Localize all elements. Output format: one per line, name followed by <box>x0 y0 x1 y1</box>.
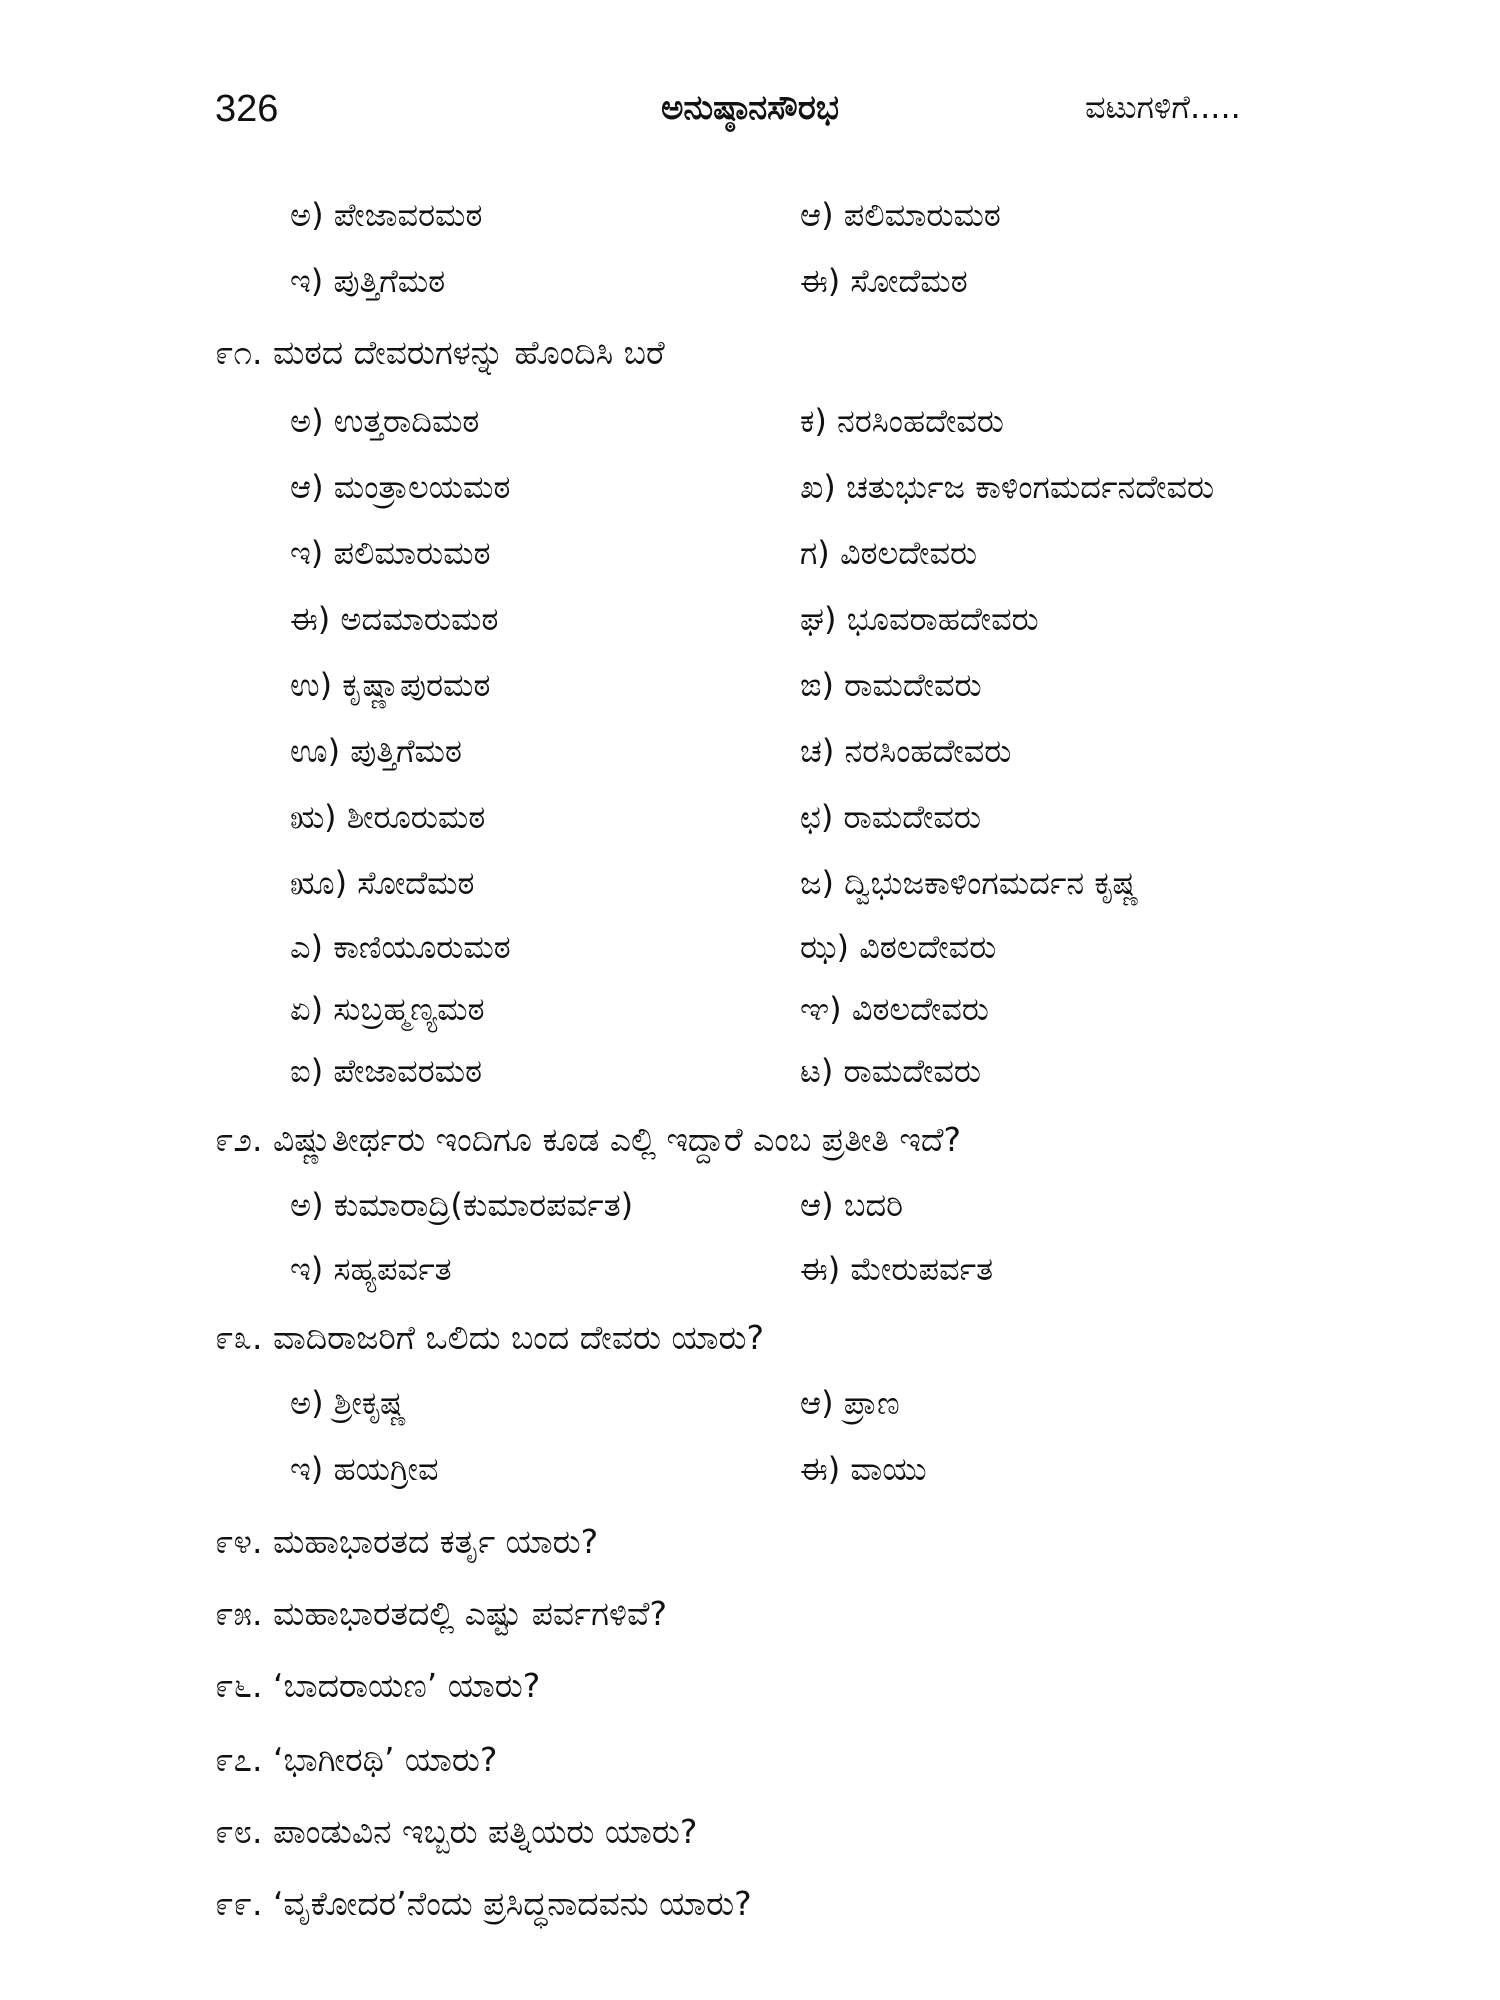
option: ಅ) ಕುಮಾರಾದ್ರಿ(ಕುಮಾರಪರ್ವತ) <box>290 1186 634 1224</box>
match-right: ಚ) ನರಸಿಂಹದೇವರು <box>800 732 1012 770</box>
question-92: ೯೨. ವಿಷ್ಣುತೀರ್ಥರು ಇಂದಿಗೂ ಕೂಡ ಎಲ್ಲಿ ಇದ್ದಾರೆ ಎಂಬ ಪ್ರತೀತಿ ಇದೆ? <box>215 1120 961 1159</box>
option: ಆ) ಪ್ರಾಣ <box>800 1384 900 1422</box>
question-96: ೯೬. ‘ಬಾದರಾಯಣ’ ಯಾರು? <box>215 1666 541 1705</box>
match-right: ಗ) ವಿಠಲದೇವರು <box>800 534 978 572</box>
match-right: ಝ) ವಿಠಲದೇವರು <box>800 928 997 966</box>
match-right: ಟ) ರಾಮದೇವರು <box>800 1052 982 1090</box>
option: ಈ) ವಾಯು <box>800 1450 927 1488</box>
question-95: ೯೫. ಮಹಾಭಾರತದಲ್ಲಿ ಎಷ್ಟು ಪರ್ವಗಳಿವೆ? <box>215 1594 668 1633</box>
match-left: ಈ) ಅದಮಾರುಮಠ <box>290 600 499 638</box>
section-title: ವಟುಗಳಿಗೆ..... <box>1085 88 1241 126</box>
match-left: ಊ) ಪುತ್ತಿಗೆಮಠ <box>290 732 462 770</box>
option: ಇ) ಸಹ್ಯಪರ್ವತ <box>290 1250 452 1288</box>
match-right: ಜ) ದ್ವಿಭುಜಕಾಳಿಂಗಮರ್ದನ ಕೃಷ್ಣ <box>800 864 1139 902</box>
match-left: ೠ) ಸೋದೆಮಠ <box>290 864 475 902</box>
question-99: ೯೯. ‘ವೃಕೋದರ’ನೆಂದು ಪ್ರಸಿದ್ಧನಾದವನು ಯಾರು? <box>215 1884 752 1923</box>
option: ಈ) ಸೋದೆಮಠ <box>800 262 968 300</box>
match-left: ಋ) ಶೀರೂರುಮಠ <box>290 798 486 836</box>
question-97: ೯೭. ‘ಭಾಗೀರಥಿ’ ಯಾರು? <box>215 1740 498 1779</box>
match-left: ಆ) ಮಂತ್ರಾಲಯಮಠ <box>290 468 511 506</box>
match-left: ಎ) ಕಾಣಿಯೂರುಮಠ <box>290 928 511 966</box>
match-right: ಖ) ಚತುರ್ಭುಜ ಕಾಳಿಂಗಮರ್ದನದೇವರು <box>800 468 1215 506</box>
match-left: ಉ) ಕೃಷ್ಣಾಪುರಮಠ <box>290 666 491 704</box>
option: ಆ) ಬದರಿ <box>800 1186 904 1224</box>
match-right: ಕ) ನರಸಿಂಹದೇವರು <box>800 402 1004 440</box>
option: ಇ) ಹಯಗ್ರೀವ <box>290 1450 439 1488</box>
match-right: ಞ) ವಿಠಲದೇವರು <box>800 990 989 1028</box>
option: ಈ) ಮೇರುಪರ್ವತ <box>800 1250 994 1288</box>
match-right: ಙ) ರಾಮದೇವರು <box>800 666 982 704</box>
page-number: 326 <box>215 88 279 130</box>
question-93: ೯೩. ವಾದಿರಾಜರಿಗೆ ಒಲಿದು ಬಂದ ದೇವರು ಯಾರು? <box>215 1318 764 1357</box>
option: ಆ) ಪಲಿಮಾರುಮಠ <box>800 196 1001 234</box>
option: ಅ) ಶ್ರೀಕೃಷ್ಣ <box>290 1384 407 1422</box>
match-left: ಅ) ಉತ್ತರಾದಿಮಠ <box>290 402 480 440</box>
match-left: ಐ) ಪೇಜಾವರಮಠ <box>290 1052 483 1090</box>
option: ಇ) ಪುತ್ತಿಗೆಮಠ <box>290 262 446 300</box>
match-left: ಏ) ಸುಬ್ರಹ್ಮಣ್ಯಮಠ <box>290 990 485 1028</box>
running-title: ಅನುಷ್ಠಾನಸೌರಭ <box>660 88 840 128</box>
match-right: ಛ) ರಾಮದೇವರು <box>800 798 982 836</box>
question-91: ೯೧. ಮಠದ ದೇವರುಗಳನ್ನು ಹೊಂದಿಸಿ ಬರೆ <box>215 333 665 372</box>
question-94: ೯೪. ಮಹಾಭಾರತದ ಕರ್ತೃ ಯಾರು? <box>215 1522 599 1561</box>
match-right: ಘ) ಭೂವರಾಹದೇವರು <box>800 600 1039 638</box>
match-left: ಇ) ಪಲಿಮಾರುಮಠ <box>290 534 491 572</box>
option: ಅ) ಪೇಜಾವರಮಠ <box>290 196 483 234</box>
question-98: ೯೮. ಪಾಂಡುವಿನ ಇಬ್ಬರು ಪತ್ನಿಯರು ಯಾರು? <box>215 1812 698 1851</box>
